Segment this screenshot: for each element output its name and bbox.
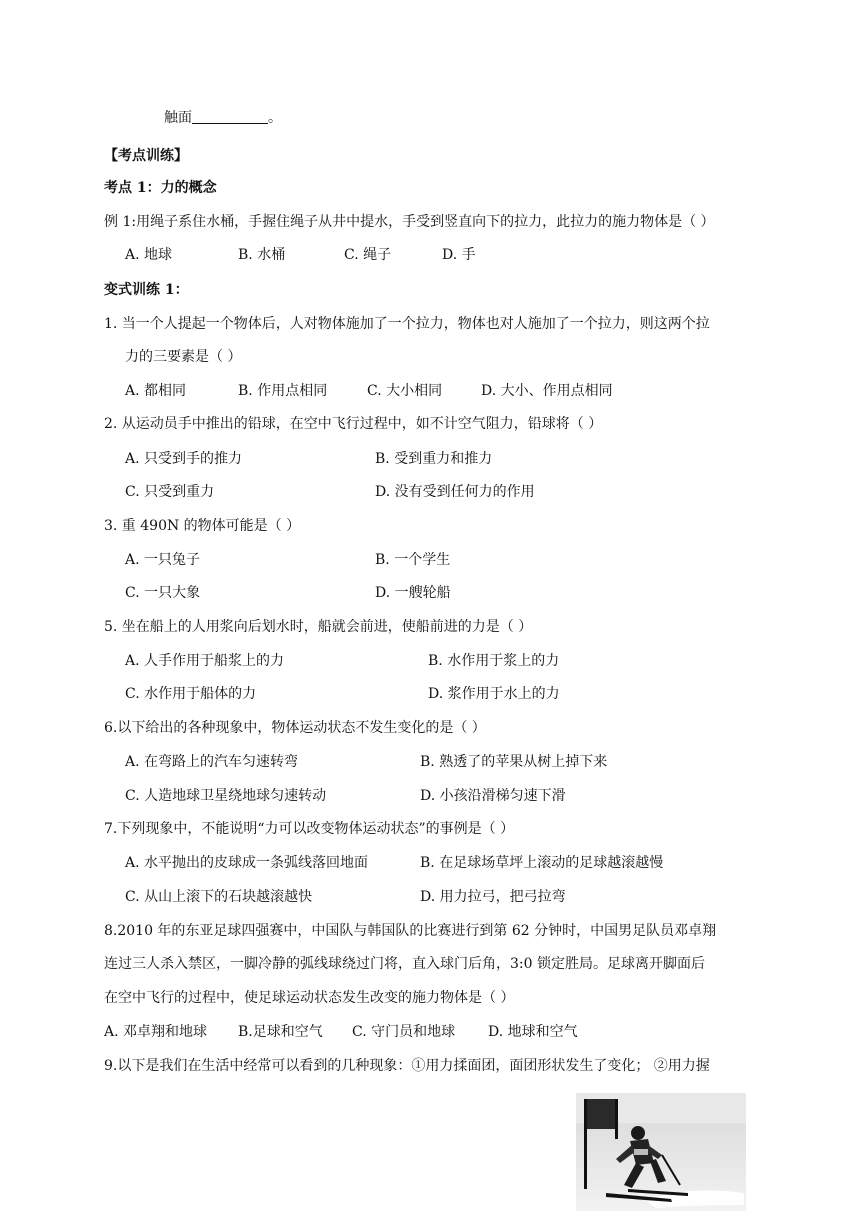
question-6-option-b: B. 熟透了的苹果从树上掉下来 bbox=[420, 754, 608, 770]
question-1-option-c: C. 大小相同 bbox=[367, 383, 443, 399]
kaodian-1-title: 考点 1：力的概念 bbox=[104, 180, 217, 196]
question-2-option-a: A. 只受到手的推力 bbox=[125, 451, 243, 467]
question-3-option-d: D. 一艘轮船 bbox=[375, 585, 451, 601]
question-3-option-a: A. 一只兔子 bbox=[125, 552, 201, 568]
top-fragment-end: 。 bbox=[268, 110, 282, 126]
question-7-line-1: 7.下列现象中，不能说明“力可以改变物体运动状态”的事例是（ ） bbox=[104, 821, 515, 837]
question-1-option-d: D. 大小、作用点相同 bbox=[481, 383, 613, 399]
question-6-option-c: C. 人造地球卫星绕地球匀速转动 bbox=[125, 788, 327, 804]
question-6-line-1: 6.以下给出的各种现象中，物体运动状态不发生变化的是（ ） bbox=[104, 720, 486, 736]
section-title: 【考点训练】 bbox=[104, 148, 188, 164]
variant-title: 变式训练 1： bbox=[104, 282, 189, 298]
question-7-option-b: B. 在足球场草坪上滚动的足球越滚越慢 bbox=[420, 855, 664, 871]
question-8-option-a: A. 邓卓翔和地球 bbox=[104, 1024, 208, 1040]
example-1-option-c: C. 绳子 bbox=[344, 247, 392, 263]
question-8-option-b: B.足球和空气 bbox=[238, 1024, 323, 1040]
question-3-option-c: C. 一只大象 bbox=[125, 585, 201, 601]
question-8-line-1: 8.2010 年的东亚足球四强赛中，中国队与韩国队的比赛进行到第 62 分钟时，中国男足队员邓卓翔 bbox=[104, 923, 717, 939]
question-8-option-d: D. 地球和空气 bbox=[488, 1024, 578, 1040]
question-2-option-c: C. 只受到重力 bbox=[125, 484, 215, 500]
question-3-option-b: B. 一个学生 bbox=[375, 552, 451, 568]
question-6-option-a: A. 在弯路上的汽车匀速转弯 bbox=[125, 754, 299, 770]
top-fragment-text: 触面 bbox=[164, 110, 192, 126]
question-7-option-a: A. 水平抛出的皮球成一条弧线落回地面 bbox=[125, 855, 369, 871]
answer-blank bbox=[192, 109, 268, 124]
question-7-option-c: C. 从山上滚下的石块越滚越快 bbox=[125, 889, 313, 905]
question-5-line-1: 5. 坐在船上的人用浆向后划水时，船就会前进，使船前进的力是（ ） bbox=[104, 619, 533, 635]
question-5-option-c: C. 水作用于船体的力 bbox=[125, 686, 257, 702]
example-1-option-d: D. 手 bbox=[442, 247, 476, 263]
question-1-line-2: 力的三要素是（ ） bbox=[125, 349, 242, 365]
question-2-option-d: D. 没有受到任何力的作用 bbox=[375, 484, 535, 500]
question-2-option-b: B. 受到重力和推力 bbox=[375, 451, 493, 467]
question-8-line-3: 在空中飞行的过程中，使足球运动状态发生改变的施力物体是（ ） bbox=[104, 990, 515, 1006]
question-7-option-d: D. 用力拉弓，把弓拉弯 bbox=[420, 889, 566, 905]
question-8-line-2: 连过三人杀入禁区，一脚冷静的弧线球绕过门将，直入球门后角，3:0 锁定胜局。足球离开脚面后 bbox=[104, 956, 705, 972]
example-1-option-a: A. 地球 bbox=[125, 247, 173, 263]
question-1-line-1: 1. 当一个人提起一个物体后，人对物体施加了一个拉力，物体也对人施加了一个拉力，则这两个拉 bbox=[104, 316, 710, 332]
question-5-option-a: A. 人手作用于船浆上的力 bbox=[125, 653, 285, 669]
example-1-option-b: B. 水桶 bbox=[238, 247, 286, 263]
question-6-option-d: D. 小孩沿滑梯匀速下滑 bbox=[420, 788, 566, 804]
question-5-option-b: B. 水作用于浆上的力 bbox=[428, 653, 560, 669]
question-1-option-a: A. 都相同 bbox=[125, 383, 187, 399]
example-1-question: 例 1:用绳子系住水桶，手握住绳子从井中提水，手受到竖直向下的拉力，此拉力的施力物体是（ ） bbox=[104, 214, 715, 230]
question-1-option-b: B. 作用点相同 bbox=[238, 383, 328, 399]
top-fragment bbox=[164, 108, 282, 128]
question-5-option-d: D. 浆作用于水上的力 bbox=[428, 686, 560, 702]
question-3-line-1: 3. 重 490N 的物体可能是（ ） bbox=[104, 518, 301, 534]
question-2-line-1: 2. 从运动员手中推出的铅球，在空中飞行过程中，如不计空气阻力，铅球将（ ） bbox=[104, 416, 603, 432]
skier-photo bbox=[576, 1093, 746, 1211]
question-9-line-1: 9.以下是我们在生活中经常可以看到的几种现象：①用力揉面团，面团形状发生了变化； ②用力握 bbox=[104, 1058, 710, 1074]
question-8-option-c: C. 守门员和地球 bbox=[352, 1024, 456, 1040]
